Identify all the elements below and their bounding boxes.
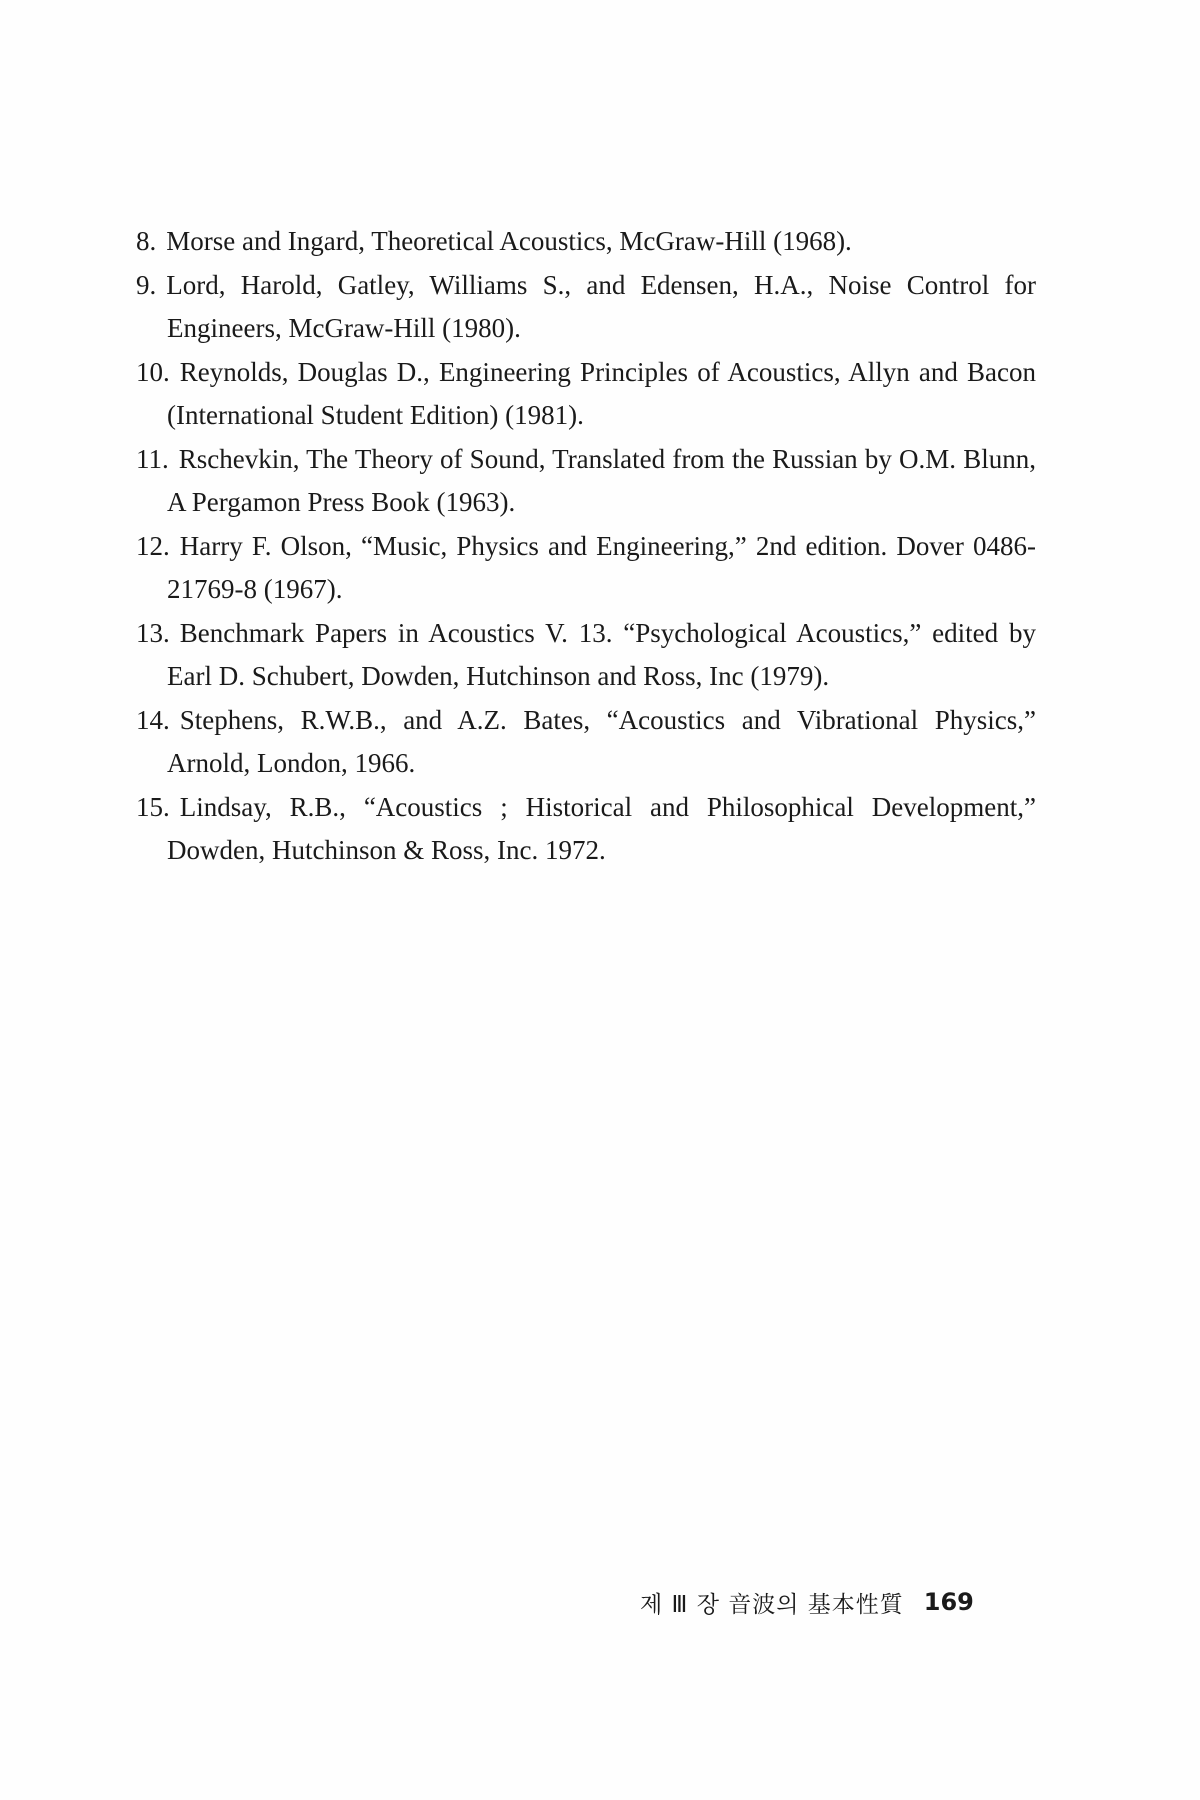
reference-text: Morse and Ingard, Theoretical Acoustics, McGraw-Hill (1968). [166,226,852,256]
reference-item [136,786,1036,873]
page-footer [640,1582,1040,1622]
reference-number: 13. [136,617,170,648]
reference-text: Harry F. Olson, “Music, Physics and Engineering,” 2nd edition. Dover 0486-21769-8 (1967). [167,530,1036,604]
reference-number: 12. [136,530,170,561]
reference-item [136,220,1036,264]
reference-item [136,264,1036,351]
reference-item [136,438,1036,525]
reference-number: 10. [136,356,170,387]
reference-number: 14. [136,704,170,735]
reference-text: Reynolds, Douglas D., Engineering Principles of Acoustics, Allyn and Bacon (International Student Edition) (1981). [167,356,1036,430]
reference-text: Stephens, R.W.B., and A.Z. Bates, “Acoustics and Vibrational Physics,” Arnold, London, 1966. [167,704,1036,778]
reference-number: 15. [136,791,170,822]
reference-text: Rschevkin, The Theory of Sound, Translated from the Russian by O.M. Blunn, A Pergamon Press Book (1963). [167,443,1036,517]
reference-text: Lord, Harold, Gatley, Williams S., and Edensen, H.A., Noise Control for Engineers, McGraw-Hill (1980). [166,269,1036,343]
chapter-title: 제 Ⅲ 장 音波의 基本性質 [640,1591,904,1618]
reference-number: 11. [136,443,169,474]
reference-number: 9. [136,269,157,300]
reference-item [136,612,1036,699]
reference-item [136,699,1036,786]
reference-number: 8. [136,226,157,256]
reference-list [136,220,1036,873]
page-number: 169 [923,1588,974,1616]
reference-text: Benchmark Papers in Acoustics V. 13. “Psychological Acoustics,” edited by Earl D. Schubert, Dowden, Hutchinson and Ross, Inc (1979). [167,617,1036,691]
reference-item [136,525,1036,612]
reference-item [136,351,1036,438]
reference-text: Lindsay, R.B., “Acoustics ; Historical and Philosophical Development,” Dowden, Hutchinson & Ross, Inc. 1972. [167,791,1036,865]
